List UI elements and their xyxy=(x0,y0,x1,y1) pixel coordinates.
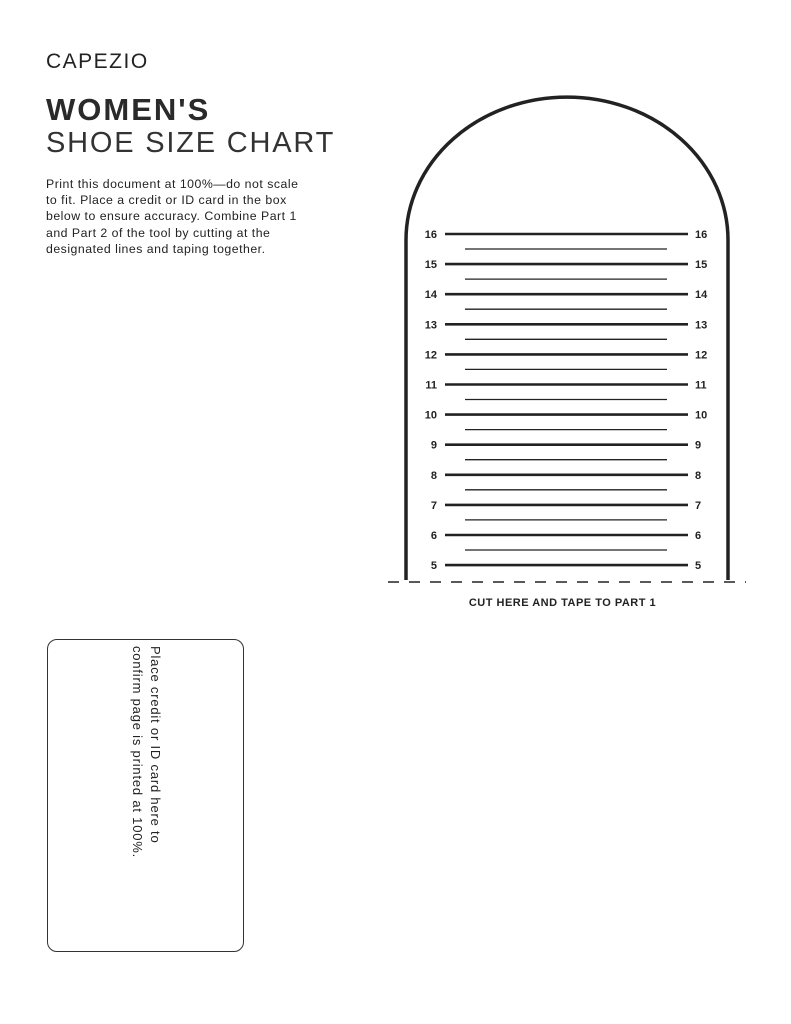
size-label-left: 5 xyxy=(430,560,437,573)
size-label-right: 8 xyxy=(695,469,702,482)
card-box-line: Place credit or ID card here to xyxy=(147,645,163,843)
page-title-primary: WOMEN'S xyxy=(46,92,211,127)
size-label-right: 9 xyxy=(695,439,702,452)
card-box-line: confirm page is printed at 100%. xyxy=(129,645,145,858)
instruction-line: below to ensure accuracy. Combine Part 1 xyxy=(46,209,297,224)
size-label-left: 12 xyxy=(424,349,437,362)
ruler-lines xyxy=(445,234,688,565)
card-box-instructions xyxy=(128,646,164,946)
size-label-right: 13 xyxy=(695,319,708,332)
size-label-left: 13 xyxy=(424,319,437,332)
size-label-left: 7 xyxy=(430,499,437,512)
ruler-labels xyxy=(425,229,708,572)
brand-logo: CAPEZIO xyxy=(46,50,149,73)
size-label-right: 5 xyxy=(695,560,702,573)
size-label-right: 16 xyxy=(695,229,708,241)
size-label-right: 7 xyxy=(695,499,702,512)
instruction-line: Print this document at 100%—do not scale xyxy=(46,177,299,191)
size-label-left: 9 xyxy=(430,439,437,452)
size-label-right: 15 xyxy=(695,259,708,272)
page-title-secondary: SHOE SIZE CHART xyxy=(46,127,336,159)
size-label-right: 10 xyxy=(695,409,708,422)
ruler-outline xyxy=(406,97,728,580)
size-label-left: 11 xyxy=(425,379,437,392)
instruction-line: and Part 2 of the tool by cutting at the xyxy=(46,225,271,240)
instruction-line: to fit. Place a credit or ID card in the box xyxy=(46,193,287,208)
cut-here-label: CUT HERE AND TAPE TO PART 1 xyxy=(468,597,657,609)
size-label-left: 10 xyxy=(424,409,437,422)
instruction-line: designated lines and taping together. xyxy=(46,241,266,256)
size-label-right: 14 xyxy=(695,289,708,302)
size-label-left: 6 xyxy=(430,530,437,542)
size-label-left: 16 xyxy=(424,229,437,241)
size-label-right: 6 xyxy=(695,530,702,542)
size-label-right: 12 xyxy=(695,349,708,362)
size-label-left: 14 xyxy=(424,289,437,302)
card-placement-box xyxy=(47,639,244,952)
size-label-left: 15 xyxy=(424,259,437,272)
size-label-left: 8 xyxy=(430,469,437,482)
size-label-right: 11 xyxy=(695,379,707,392)
